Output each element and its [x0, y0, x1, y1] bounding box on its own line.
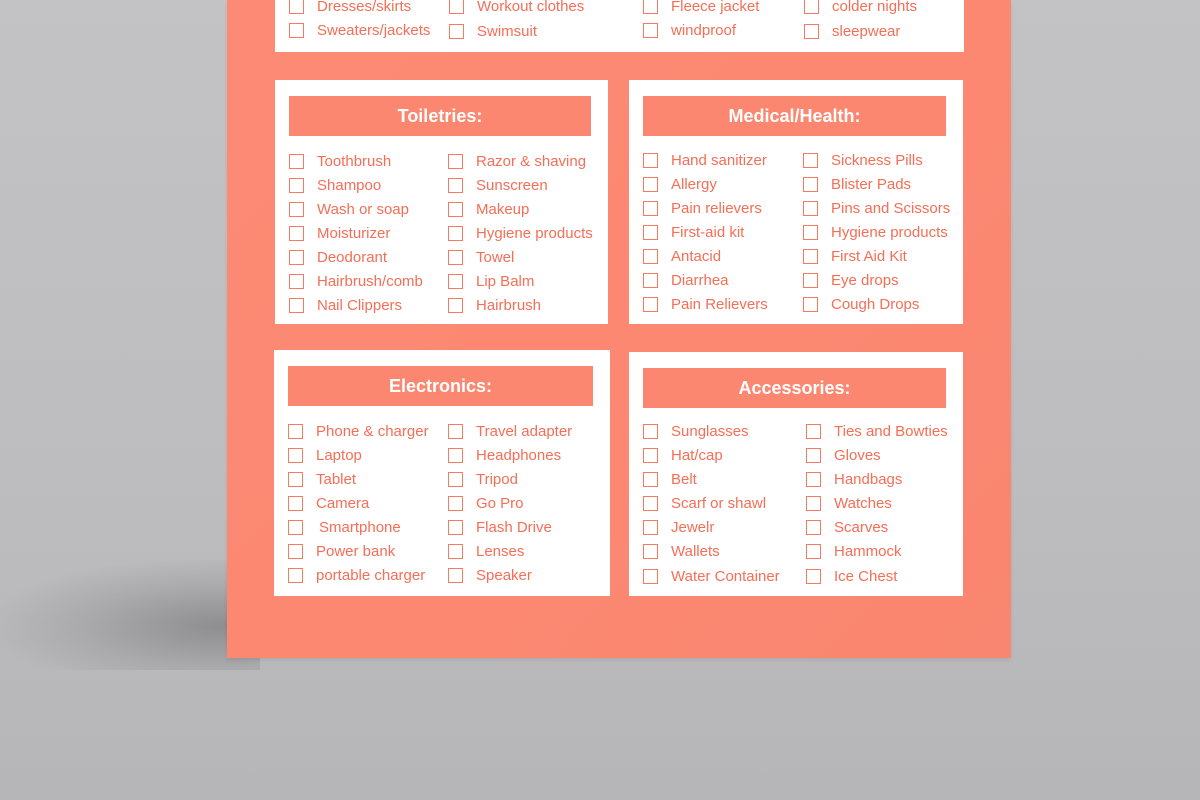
- checkbox[interactable]: [643, 273, 658, 288]
- checklist-item[interactable]: Makeup: [448, 199, 529, 219]
- checklist-item[interactable]: Flash Drive: [448, 517, 552, 537]
- checklist-item[interactable]: Cough Drops: [803, 294, 919, 314]
- checklist-item[interactable]: Laptop: [288, 445, 362, 465]
- checkbox[interactable]: [289, 154, 304, 169]
- checklist-item[interactable]: Nail Clippers: [289, 295, 402, 315]
- electronics-card: [274, 350, 610, 596]
- checkbox[interactable]: [643, 569, 658, 584]
- checklist-item[interactable]: Toothbrush: [289, 151, 391, 171]
- checkbox[interactable]: [449, 24, 464, 39]
- checkbox[interactable]: [806, 424, 821, 439]
- checkbox[interactable]: [803, 153, 818, 168]
- checkbox[interactable]: [289, 23, 304, 38]
- medical-health-card: [629, 80, 963, 324]
- checklist-item[interactable]: Belt: [643, 469, 697, 489]
- checkbox[interactable]: [806, 569, 821, 584]
- checkbox[interactable]: [448, 274, 463, 289]
- checklist-item[interactable]: Allergy: [643, 174, 717, 194]
- accessories-card: [629, 352, 963, 596]
- checklist-item[interactable]: Hairbrush: [448, 295, 541, 315]
- checkbox[interactable]: [643, 424, 658, 439]
- checkbox[interactable]: [643, 496, 658, 511]
- checkbox[interactable]: [448, 520, 463, 535]
- checklist-item[interactable]: Lenses: [448, 541, 524, 561]
- checkbox[interactable]: [288, 448, 303, 463]
- checkbox[interactable]: [643, 177, 658, 192]
- checklist-item[interactable]: Smartphone: [288, 517, 401, 537]
- checkbox[interactable]: [643, 249, 658, 264]
- checkbox[interactable]: [289, 226, 304, 241]
- checklist-item[interactable]: windproof: [643, 20, 736, 40]
- checkbox[interactable]: [448, 202, 463, 217]
- checklist-item[interactable]: Sickness Pills: [803, 150, 923, 170]
- checklist-item[interactable]: Tripod: [448, 469, 518, 489]
- checklist-item[interactable]: First Aid Kit: [803, 246, 907, 266]
- checklist-item[interactable]: Camera: [288, 493, 369, 513]
- checkbox[interactable]: [448, 178, 463, 193]
- checklist-item[interactable]: Headphones: [448, 445, 561, 465]
- checklist-item[interactable]: Hand sanitizer: [643, 150, 767, 170]
- checklist-item[interactable]: First-aid kit: [643, 222, 744, 242]
- toiletries-card: [275, 80, 608, 324]
- checklist-item[interactable]: Scarf or shawl: [643, 493, 766, 513]
- checklist-item[interactable]: Moisturizer: [289, 223, 390, 243]
- checkbox[interactable]: [643, 23, 658, 38]
- checkbox[interactable]: [803, 297, 818, 312]
- checklist-item[interactable]: Phone & charger: [288, 421, 429, 441]
- checkbox[interactable]: [289, 250, 304, 265]
- checkbox[interactable]: [806, 496, 821, 511]
- checkbox[interactable]: [806, 472, 821, 487]
- checklist-item[interactable]: Tablet: [288, 469, 356, 489]
- section-title: Medical/Health:: [643, 96, 946, 136]
- checklist-item[interactable]: Scarves: [806, 517, 888, 537]
- checklist-item[interactable]: Wash or soap: [289, 199, 409, 219]
- checkbox[interactable]: [289, 202, 304, 217]
- checkbox[interactable]: [803, 273, 818, 288]
- checklist-item[interactable]: Power bank: [288, 541, 395, 561]
- checkbox[interactable]: [289, 298, 304, 313]
- checklist-item[interactable]: Handbags: [806, 469, 902, 489]
- checklist-item[interactable]: Antacid: [643, 246, 721, 266]
- checklist-item[interactable]: portable charger: [288, 565, 425, 585]
- clothing-card-partial: [275, 0, 964, 52]
- checkbox[interactable]: [448, 154, 463, 169]
- section-title: Toiletries:: [289, 96, 591, 136]
- checkbox[interactable]: [448, 448, 463, 463]
- checkbox[interactable]: [803, 249, 818, 264]
- checklist-item[interactable]: Blister Pads: [803, 174, 911, 194]
- checklist-item[interactable]: Gloves: [806, 445, 881, 465]
- checkbox[interactable]: [643, 297, 658, 312]
- checklist-item[interactable]: Ice Chest: [806, 566, 897, 586]
- checklist-item[interactable]: Hygiene products: [803, 222, 948, 242]
- checklist-item[interactable]: Sunscreen: [448, 175, 548, 195]
- checklist-item[interactable]: Wallets: [643, 541, 720, 561]
- checkbox[interactable]: [804, 0, 819, 14]
- checklist-item[interactable]: Eye drops: [803, 270, 899, 290]
- checkbox[interactable]: [643, 201, 658, 216]
- checklist-item[interactable]: Hygiene products: [448, 223, 593, 243]
- checklist-item[interactable]: Hat/cap: [643, 445, 723, 465]
- checkbox[interactable]: [288, 424, 303, 439]
- checkbox[interactable]: [643, 520, 658, 535]
- checkbox[interactable]: [448, 298, 463, 313]
- checklist-item[interactable]: Sunglasses: [643, 421, 749, 441]
- checklist-item[interactable]: Shampoo: [289, 175, 381, 195]
- checkbox[interactable]: [288, 496, 303, 511]
- checkbox[interactable]: [643, 472, 658, 487]
- checklist-item[interactable]: Deodorant: [289, 247, 387, 267]
- checkbox[interactable]: [643, 0, 658, 14]
- checklist-item[interactable]: Hammock: [806, 541, 902, 561]
- checkbox[interactable]: [288, 520, 303, 535]
- paper-shadow: [0, 560, 260, 670]
- checkbox[interactable]: [448, 496, 463, 511]
- checkbox[interactable]: [289, 178, 304, 193]
- checkbox[interactable]: [448, 472, 463, 487]
- checkbox[interactable]: [288, 544, 303, 559]
- checklist-item[interactable]: Dresses/skirts: [289, 0, 411, 16]
- checkbox[interactable]: [449, 0, 464, 14]
- checklist-item[interactable]: Jewelr: [643, 517, 714, 537]
- checklist-item[interactable]: Water Container: [643, 566, 780, 586]
- checkbox[interactable]: [448, 544, 463, 559]
- checkbox[interactable]: [643, 448, 658, 463]
- checklist-item[interactable]: Travel adapter: [448, 421, 572, 441]
- checkbox[interactable]: [289, 0, 304, 14]
- checkbox[interactable]: [448, 424, 463, 439]
- checklist-item[interactable]: Diarrhea: [643, 270, 729, 290]
- checklist-item[interactable]: Pain Relievers: [643, 294, 768, 314]
- checklist-item[interactable]: Towel: [448, 247, 514, 267]
- checklist-item[interactable]: Fleece jacket: [643, 0, 759, 16]
- checkbox[interactable]: [288, 472, 303, 487]
- checkbox[interactable]: [643, 153, 658, 168]
- checklist-item[interactable]: Pain relievers: [643, 198, 762, 218]
- checklist-item[interactable]: Ties and Bowties: [806, 421, 948, 441]
- checkbox[interactable]: [804, 24, 819, 39]
- checkbox[interactable]: [803, 177, 818, 192]
- checklist-item[interactable]: Go Pro: [448, 493, 524, 513]
- checklist-item[interactable]: Pins and Scissors: [803, 198, 950, 218]
- checkbox[interactable]: [288, 568, 303, 583]
- checkbox[interactable]: [448, 250, 463, 265]
- section-title: Electronics:: [288, 366, 593, 406]
- checkbox[interactable]: [448, 226, 463, 241]
- checkbox[interactable]: [806, 544, 821, 559]
- checklist-item[interactable]: Hairbrush/comb: [289, 271, 423, 291]
- checkbox[interactable]: [806, 448, 821, 463]
- checkbox[interactable]: [803, 225, 818, 240]
- checkbox[interactable]: [803, 201, 818, 216]
- checklist-item[interactable]: sleepwear: [804, 21, 900, 41]
- checkbox[interactable]: [643, 225, 658, 240]
- section-title: Accessories:: [643, 368, 946, 408]
- packing-list-sheet: [227, 0, 1011, 658]
- checkbox[interactable]: [448, 568, 463, 583]
- checklist-item[interactable]: Razor & shaving: [448, 151, 586, 171]
- checkbox[interactable]: [806, 520, 821, 535]
- checklist-item[interactable]: Lip Balm: [448, 271, 534, 291]
- checkbox[interactable]: [289, 274, 304, 289]
- checklist-item[interactable]: Sweaters/jackets: [289, 20, 430, 40]
- checklist-item[interactable]: Workout clothes: [449, 0, 584, 16]
- checklist-item[interactable]: Speaker: [448, 565, 532, 585]
- checklist-item[interactable]: Swimsuit: [449, 21, 537, 41]
- checkbox[interactable]: [643, 544, 658, 559]
- checklist-item[interactable]: Watches: [806, 493, 892, 513]
- checklist-item[interactable]: colder nights: [804, 0, 917, 16]
